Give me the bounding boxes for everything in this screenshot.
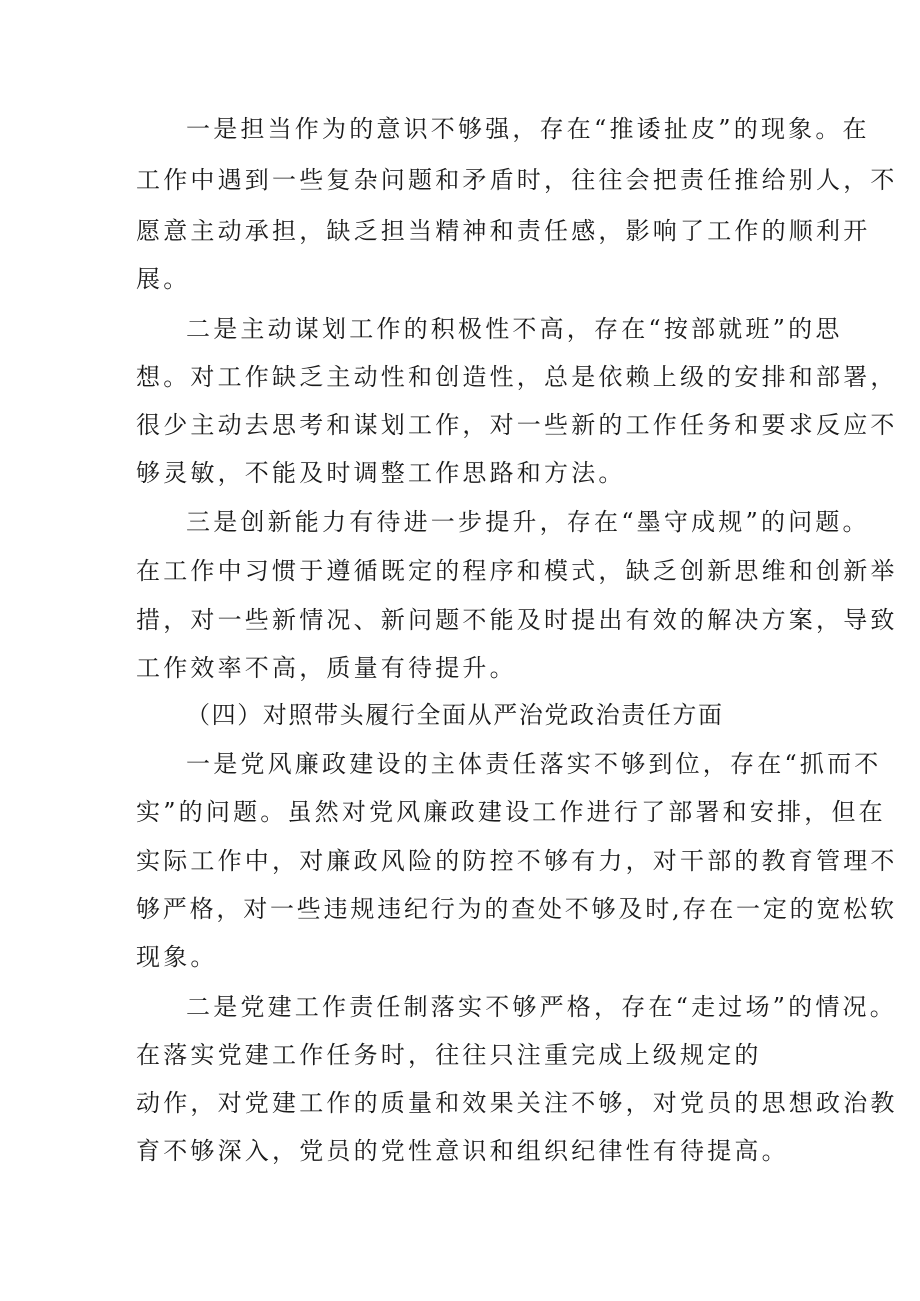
paragraph-line: 在落实党建工作任务时，往往只注重完成上级规定的 [136,1041,762,1069]
paragraph-line: 够严格，对一些违规违纪行为的查处不够及时,存在一定的宽松软 [136,895,897,923]
paragraph-line: 二是党建工作责任制落实不够严格，存在“走过场”的情况。 [186,993,897,1021]
paragraph-line: 动作，对党建工作的质量和效果关注不够，对党员的思想政治教 [136,1089,898,1117]
paragraph-line: 三是创新能力有待进一步提升，存在“墨守成规”的问题。 [186,508,870,536]
paragraph-line: 在工作中习惯于遵循既定的程序和模式，缺乏创新思维和创新举 [136,557,898,585]
paragraph-line: 实际工作中，对廉政风险的防控不够有力，对干部的教育管理不 [136,847,898,875]
section-heading: （四）对照带头履行全面从严治党政治责任方面 [186,701,724,729]
paragraph-line: 工作中遇到一些复杂问题和矛盾时，往往会把责任推给别人，不 [136,166,898,194]
paragraph-line: 实”的问题。虽然对党风廉政建设工作进行了部署和安排，但在 [136,798,886,826]
paragraph-line: 很少主动去思考和谋划工作，对一些新的工作任务和要求反应不 [136,411,898,439]
paragraph-line: 展。 [136,265,191,293]
paragraph-line: 一是担当作为的意识不够强，存在“推诿扯皮”的现象。在 [186,115,870,143]
paragraph-line: 工作效率不高，质量有待提升。 [136,654,517,682]
paragraph-line: 够灵敏，不能及时调整工作思路和方法。 [136,459,626,487]
paragraph-line: 愿意主动承担，缺乏担当精神和责任感，影响了工作的顺利开 [136,217,871,245]
paragraph-line: 想。对工作缺乏主动性和创造性，总是依赖上级的安排和部署， [136,363,898,391]
paragraph-line: 现象。 [136,943,218,971]
paragraph-line: 一是党风廉政建设的主体责任落实不够到位，存在“抓而不 [186,750,882,778]
paragraph-line: 二是主动谋划工作的积极性不高，存在“按部就班”的思 [186,315,843,343]
paragraph-line: 措，对一些新情况、新问题不能及时提出有效的解决方案，导致 [136,606,898,634]
paragraph-line: 育不够深入，党员的党性意识和组织纪律性有待提高。 [136,1137,789,1165]
